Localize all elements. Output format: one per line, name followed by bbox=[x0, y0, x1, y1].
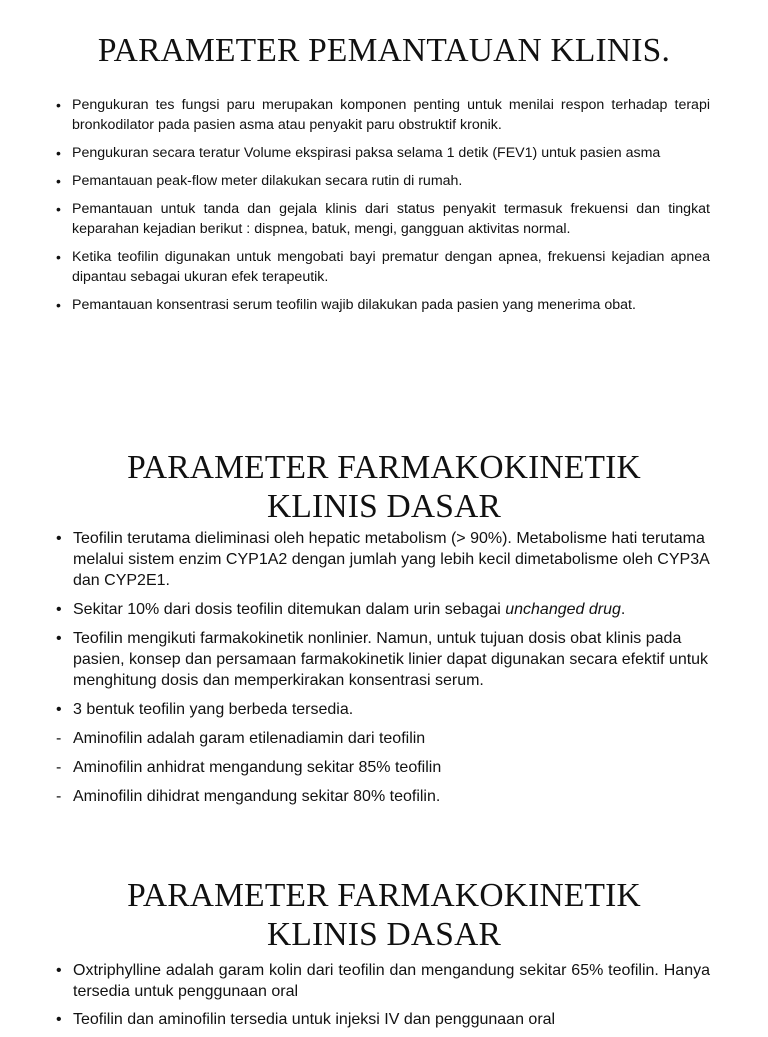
slide-farmakokinetik-2 bbox=[0, 872, 768, 1028]
bullet-marker: • bbox=[56, 173, 61, 189]
dash-marker: - bbox=[56, 730, 62, 747]
bullet-marker: • bbox=[56, 601, 62, 618]
list-item-text-italic: unchanged drug bbox=[505, 601, 621, 618]
list-item-text: Pemantauan untuk tanda dan gejala klinis dari status penyakit termasuk frekuensi dan tingkat keparahan kejadian berikut : dispnea, batuk, mengi, gangguan aktivitas normal. bbox=[72, 201, 710, 237]
dash-item bbox=[56, 728, 716, 749]
dash-item bbox=[56, 757, 716, 778]
list-item-text: 3 bentuk teofilin yang berbeda tersedia. bbox=[73, 701, 354, 718]
bullet-list bbox=[56, 95, 710, 323]
list-item-text: Pemantauan konsentrasi serum teofilin wajib dilakukan pada pasien yang menerima obat. bbox=[72, 297, 636, 313]
dash-item-text: Aminofilin adalah garam etilenadiamin dari teofilin bbox=[73, 730, 426, 747]
bullet-list bbox=[56, 528, 716, 815]
slide-title-line-1: PARAMETER FARMAKOKINETIK bbox=[127, 449, 641, 486]
list-item bbox=[56, 599, 716, 620]
dash-marker: - bbox=[56, 759, 62, 776]
list-item-text: Teofilin dan aminofilin tersedia untuk injeksi IV dan penggunaan oral bbox=[73, 1011, 556, 1028]
slide-farmakokinetik-1 bbox=[0, 444, 768, 805]
dash-marker: - bbox=[56, 788, 62, 805]
list-item bbox=[56, 628, 716, 691]
slide-title-line-1: PARAMETER FARMAKOKINETIK bbox=[127, 877, 641, 914]
list-item-text-prefix: Sekitar 10% dari dosis teofilin ditemukan dalam urin sebagai bbox=[73, 601, 506, 618]
bullet-marker: • bbox=[56, 630, 62, 647]
bullet-marker: • bbox=[56, 962, 62, 979]
list-item bbox=[56, 171, 710, 191]
slide-title bbox=[0, 872, 768, 954]
list-item bbox=[56, 295, 710, 315]
slide-pemantauan-klinis bbox=[0, 0, 768, 313]
bullet-marker: • bbox=[56, 297, 61, 313]
slide-title-line-2: KLINIS DASAR bbox=[266, 916, 502, 953]
dash-item-text: Aminofilin dihidrat mengandung sekitar 80% teofilin. bbox=[73, 788, 441, 805]
list-item-text: Teofilin mengikuti farmakokinetik nonlinier. Namun, untuk tujuan dosis obat klinis pada pasien, konsep dan persamaan farmakokinetik linier dapat digunakan secara efektif untuk menghitung dosis dan memperkirakan konsentrasi serum. bbox=[73, 630, 709, 689]
list-item-text: Pemantauan peak-flow meter dilakukan secara rutin di rumah. bbox=[72, 173, 463, 189]
list-item-text: Oxtriphylline adalah garam kolin dari teofilin dan mengandung sekitar 65% teofilin. Hanya tersedia untuk penggunaan oral bbox=[73, 962, 710, 1000]
dash-item bbox=[56, 786, 716, 807]
dash-item-text: Aminofilin anhidrat mengandung sekitar 85% teofilin bbox=[73, 759, 442, 776]
slide-title: PARAMETER PEMANTAUAN KLINIS. bbox=[97, 32, 671, 69]
list-item-text: Pengukuran secara teratur Volume ekspirasi paksa selama 1 detik (FEV1) untuk pasien asma bbox=[72, 145, 661, 161]
list-item-text bbox=[73, 599, 716, 620]
list-item bbox=[56, 960, 710, 1002]
list-item-text: Ketika teofilin digunakan untuk mengobati bayi prematur dengan apnea, frekuensi kejadian apnea dipantau sebagai ukuran efek terapeutik. bbox=[72, 249, 710, 285]
list-item-text: Teofilin terutama dieliminasi oleh hepatic metabolism (> 90%). Metabolisme hati terutama melalui sistem enzim CYP1A2 dengan jumlah yang lebih kecil dimetabolisme oleh CYP3A dan CYP2E1. bbox=[73, 530, 709, 589]
bullet-marker: • bbox=[56, 701, 62, 718]
list-item bbox=[56, 95, 710, 135]
list-item-text: Pengukuran tes fungsi paru merupakan komponen penting untuk menilai respon terhadap terapi bronkodilator pada pasien asma atau penyakit paru obstruktif kronik. bbox=[72, 97, 710, 133]
bullet-list bbox=[56, 960, 710, 1037]
bullet-marker: • bbox=[56, 201, 61, 217]
list-item bbox=[56, 1009, 710, 1030]
list-item bbox=[56, 143, 710, 163]
list-item bbox=[56, 247, 710, 287]
bullet-marker: • bbox=[56, 145, 61, 161]
list-item bbox=[56, 699, 716, 720]
list-item bbox=[56, 199, 710, 239]
bullet-marker: • bbox=[56, 530, 62, 547]
list-item-text-suffix: . bbox=[620, 601, 626, 618]
slide-title-line-2: KLINIS DASAR bbox=[266, 488, 502, 525]
bullet-marker: • bbox=[56, 1011, 62, 1028]
bullet-marker: • bbox=[56, 249, 61, 265]
slide-title bbox=[0, 444, 768, 526]
bullet-marker: • bbox=[56, 97, 61, 113]
list-item bbox=[56, 528, 716, 591]
